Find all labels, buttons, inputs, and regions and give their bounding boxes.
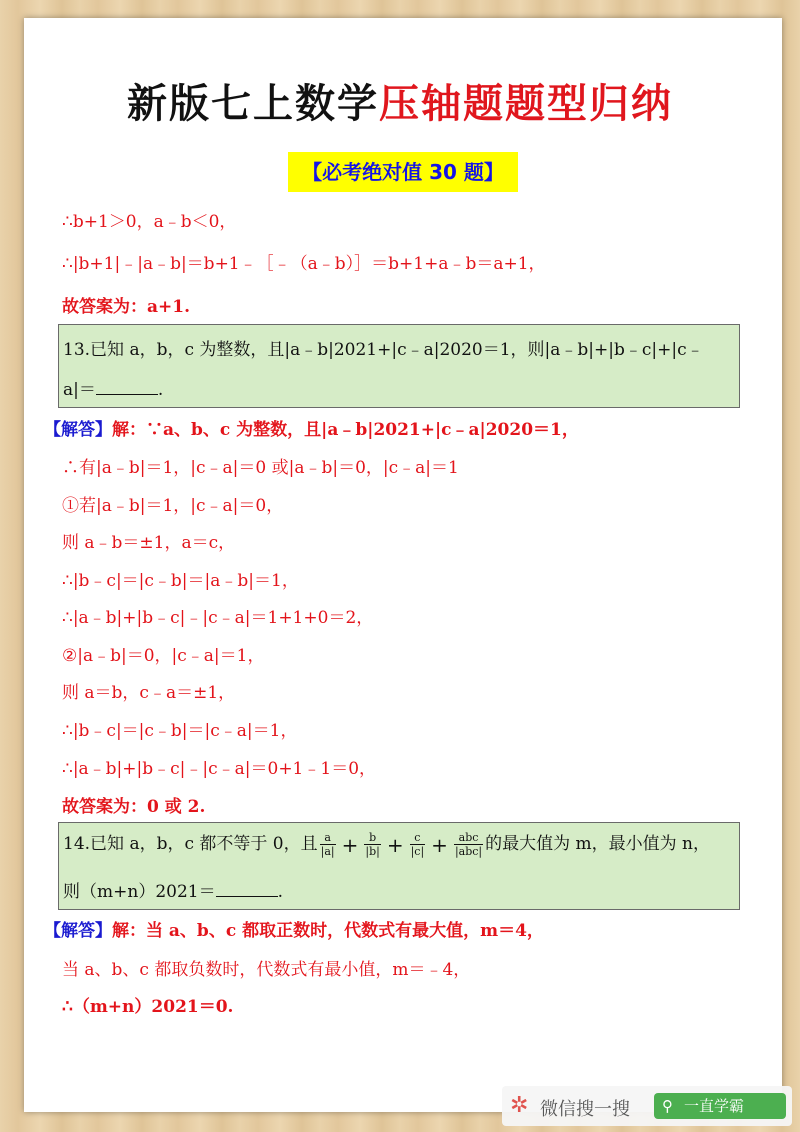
fraction-numerator: c xyxy=(410,831,426,845)
answer-13-first-line xyxy=(44,415,579,440)
fraction-abc xyxy=(454,831,483,858)
fraction-numerator: b xyxy=(364,831,380,845)
answer-14-first-line xyxy=(44,916,544,941)
answer-13-line: ②|a﹣b|＝0，|c﹣a|＝1， xyxy=(62,646,265,666)
watermark-text: 微信搜一搜 xyxy=(540,1099,630,1120)
fraction-denominator: |a| xyxy=(320,845,335,858)
answer-13-line: 则 a＝b，c﹣a＝±1， xyxy=(62,683,236,703)
search-pill[interactable] xyxy=(654,1093,786,1119)
plus-sign: + xyxy=(341,832,359,857)
intro-line-1: ∴b+1＞0，a﹣b＜0， xyxy=(62,212,237,232)
answer-14-first-text: 解：当 a、b、c 都取正数时，代数式有最大值，m＝4， xyxy=(112,921,544,941)
fraction-denominator: |abc| xyxy=(454,845,483,858)
answer-tag: 【解答】 xyxy=(44,420,112,440)
answer-13-line: ∴|b﹣c|＝|c﹣b|＝|a﹣b|＝1， xyxy=(62,571,299,591)
wechat-search-watermark xyxy=(502,1086,792,1126)
question-13-line-2 xyxy=(63,375,163,400)
question-14-end: 的最大值为 m，最小值为 n， xyxy=(485,834,711,854)
question-13-box xyxy=(58,324,740,408)
answer-13-line: ∴|a﹣b|+|b﹣c|﹣|c﹣a|＝0+1﹣1＝0， xyxy=(62,759,377,779)
section-subtitle: 【必考绝对值 30 题】 xyxy=(288,152,518,192)
answer-14-line: 当 a、b、c 都取负数时，代数式有最小值，m＝﹣4， xyxy=(62,960,471,980)
question-14-start: 14.已知 a，b，c 都不等于 0，且 xyxy=(63,834,318,854)
title-red-part: 压轴题题型归纳 xyxy=(379,81,673,127)
fraction-denominator: |c| xyxy=(410,845,425,858)
answer-blank xyxy=(96,380,158,395)
fraction-b xyxy=(364,831,380,858)
fraction-numerator: abc xyxy=(454,831,483,845)
fraction-c xyxy=(410,831,426,858)
answer-13-line: 则 a﹣b＝±1，a＝c， xyxy=(62,533,236,553)
wechat-search-logo-icon: ✲ xyxy=(510,1093,529,1118)
question-14-line-2-start: 则（m+n）2021＝ xyxy=(63,882,216,902)
plus-sign: + xyxy=(431,832,448,857)
answer-13-conclusion: 故答案为：0 或 2. xyxy=(62,797,206,817)
search-pill-label: 一直学霸 xyxy=(684,1097,745,1115)
question-14-box xyxy=(58,822,740,910)
answer-13-line: ∴|b﹣c|＝|c﹣b|＝|c﹣a|＝1， xyxy=(62,721,298,741)
fraction-numerator: a xyxy=(320,831,336,845)
question-14-line-2 xyxy=(63,877,283,902)
intro-answer-line: 故答案为：a+1. xyxy=(62,297,191,317)
answer-13-first-text: 解：∵a、b、c 为整数，且|a﹣b|2021+|c﹣a|2020＝1， xyxy=(112,420,579,440)
answer-13-line: ∴有|a﹣b|＝1，|c﹣a|＝0 或|a﹣b|＝0，|c﹣a|＝1 xyxy=(62,458,459,478)
plus-sign: + xyxy=(386,832,404,857)
question-14-line-2-end: . xyxy=(277,882,283,902)
fraction-denominator: |b| xyxy=(365,845,380,858)
fraction-a xyxy=(320,831,336,858)
question-14-line-1 xyxy=(63,829,710,858)
title-black-part: 新版七上数学 xyxy=(127,81,379,127)
search-icon: ⚲ xyxy=(662,1097,673,1115)
answer-13-line: ∴|a﹣b|+|b﹣c|﹣|c﹣a|＝1+1+0＝2， xyxy=(62,608,374,628)
answer-13-line: ①若|a﹣b|＝1，|c﹣a|＝0， xyxy=(62,496,284,516)
question-13-line-2-start: a|＝ xyxy=(63,380,96,400)
answer-14-conclusion: ∴（m+n）2021＝0. xyxy=(62,997,234,1017)
intro-line-2: ∴|b+1|﹣|a﹣b|＝b+1﹣［﹣（a﹣b）］＝b+1+a﹣b＝a+1， xyxy=(62,254,546,274)
question-13-line-2-end: . xyxy=(157,380,164,400)
question-13-line-1: 13.已知 a，b，c 为整数，且|a﹣b|2021+|c﹣a|2020＝1，则|a﹣b|+|b﹣c|+|c﹣ xyxy=(63,340,704,360)
answer-blank xyxy=(216,882,278,897)
answer-tag: 【解答】 xyxy=(44,921,112,941)
page-title xyxy=(0,72,800,129)
